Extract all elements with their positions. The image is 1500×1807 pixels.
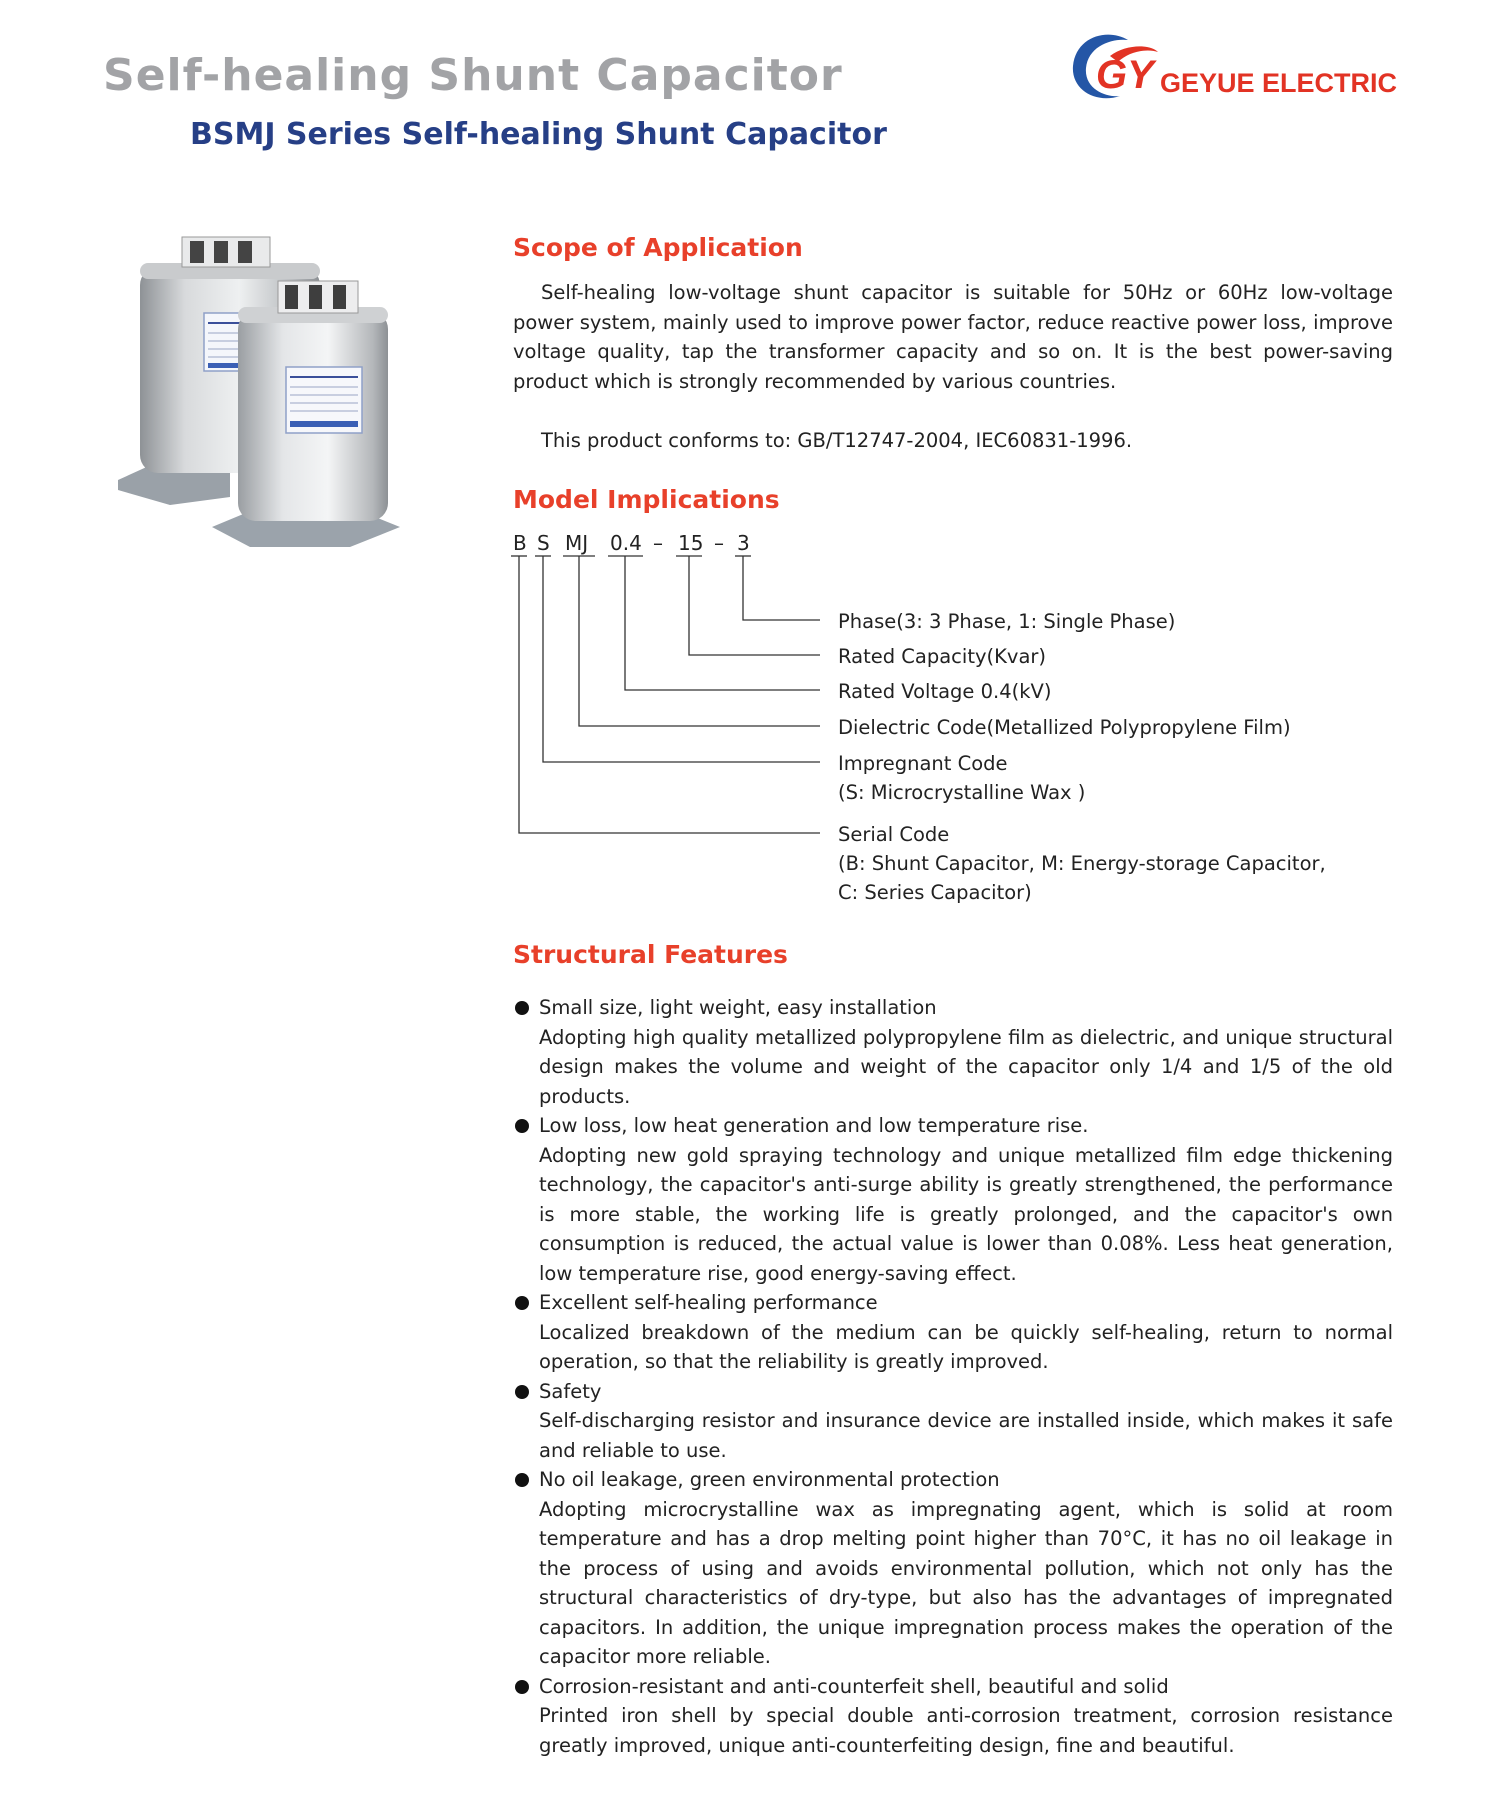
standards-conformance: This product conforms to: GB/T12747-2004, IEC60831-1996. xyxy=(541,429,1133,452)
code-phase: 3 xyxy=(737,531,750,555)
page-subtitle: BSMJ Series Self-healing Shunt Capacitor xyxy=(190,117,887,152)
feature-description: Adopting new gold spraying technology and unique metallized film edge thickening technology, the capacitor's anti-surge ability is greatly strengthened, the performance is more stable, the working life is greatly prolonged, and the capacitor's own consumption is reduced, the actual value is lower than 0.08%. Less heat generation, low temperature rise, good energy-saving effect. xyxy=(539,1143,1393,1285)
code-dash-1: – xyxy=(653,531,663,555)
scope-paragraph: Self-healing low-voltage shunt capacitor is suitable for 50Hz or 60Hz low-voltage power system, mainly used to improve power factor, reduce reactive power loss, improve voltage quality, tap the transformer capacity and so on. It is the best power-saving product which is strongly recommended by various countries. xyxy=(513,281,1393,393)
bullet-icon xyxy=(515,1119,529,1133)
feature-title: Low loss, low heat generation and low temperature rise. xyxy=(539,1114,1089,1137)
model-code-diagram xyxy=(505,530,1326,920)
scope-heading: Scope of Application xyxy=(513,233,803,262)
feature-item xyxy=(513,1377,1393,1466)
feature-description: Adopting microcrystalline wax as impregnating agent, which is solid at room temperature and has a drop melting point higher than 70°C, it has no oil leakage in the process of using and avoids environmental pollution, which not only has the structural characteristics of dry-type, but also has the advantages of impregnated capacitors. In addition, the unique impregnation process makes the operation of the capacitor more reliable. xyxy=(539,1497,1393,1668)
feature-item xyxy=(513,1288,1393,1377)
leader-impregnant xyxy=(543,556,820,762)
bullet-icon xyxy=(515,1385,529,1399)
label-phase: Phase(3: 3 Phase, 1: Single Phase) xyxy=(838,610,1176,633)
leader-dielectric xyxy=(579,556,820,726)
feature-title: Corrosion-resistant and anti-counterfeit shell, beautiful and solid xyxy=(539,1674,1169,1698)
code-mj: MJ xyxy=(565,531,589,555)
feature-item xyxy=(513,1111,1393,1288)
capacitor-product-photo xyxy=(110,235,450,565)
label-impregnant: Impregnant Code xyxy=(838,752,1008,775)
feature-description: Self-discharging resistor and insurance device are installed inside, which makes it safe and reliable to use. xyxy=(539,1409,1393,1462)
feature-title: No oil leakage, green environmental protection xyxy=(539,1468,1000,1491)
model-heading: Model Implications xyxy=(513,485,780,514)
bullet-icon xyxy=(515,1001,529,1015)
bullet-icon xyxy=(515,1473,529,1487)
capacitor-front xyxy=(212,281,400,547)
feature-description: Localized breakdown of the medium can be quickly self-healing, return to normal operation, so that the reliability is greatly improved. xyxy=(539,1320,1393,1373)
features-heading: Structural Features xyxy=(513,940,788,969)
brand-logo xyxy=(1068,30,1398,110)
features-list xyxy=(513,993,1393,1760)
feature-item xyxy=(513,1465,1393,1672)
label-serial-detail-1: (B: Shunt Capacitor, M: Energy-storage Capacitor, xyxy=(838,852,1326,875)
leader-phase xyxy=(743,556,820,620)
page-title: Self-healing Shunt Capacitor xyxy=(103,50,843,101)
code-dash-2: – xyxy=(714,531,724,555)
feature-description: Printed iron shell by special double anti-corrosion treatment, corrosion resistance greatly improved, unique anti-counterfeiting design, fine and beautiful. xyxy=(539,1704,1393,1757)
code-s: S xyxy=(537,531,550,555)
feature-title: Small size, light weight, easy installation xyxy=(539,996,937,1019)
leader-voltage xyxy=(625,556,820,690)
label-serial: Serial Code xyxy=(838,823,950,846)
logo-lettering: GY xyxy=(1096,53,1154,97)
feature-item xyxy=(513,993,1393,1111)
code-capacity: 15 xyxy=(678,531,704,555)
label-capacity: Rated Capacity(Kvar) xyxy=(838,645,1047,668)
code-voltage: 0.4 xyxy=(610,531,642,555)
feature-description: Adopting high quality metallized polypropylene film as dielectric, and unique structural design makes the volume and weight of the capacitor only 1/4 and 1/5 of the old products. xyxy=(539,1025,1393,1108)
feature-title: Excellent self-healing performance xyxy=(539,1291,878,1314)
label-voltage: Rated Voltage 0.4(kV) xyxy=(838,680,1052,703)
bullet-icon xyxy=(515,1680,529,1694)
geyue-logo-mark xyxy=(1068,30,1160,110)
feature-title: Safety xyxy=(539,1379,602,1403)
brand-name: GEYUE ELECTRIC xyxy=(1160,68,1398,98)
feature-item xyxy=(513,1672,1393,1761)
bullet-icon xyxy=(515,1296,529,1310)
leader-capacity xyxy=(689,556,820,655)
label-dielectric: Dielectric Code(Metallized Polypropylene Film) xyxy=(838,716,1291,739)
label-impregnant-detail: (S: Microcrystalline Wax ) xyxy=(838,781,1086,804)
code-b: B xyxy=(513,531,527,555)
label-serial-detail-2: C: Series Capacitor) xyxy=(838,881,1032,904)
leader-serial xyxy=(519,556,820,833)
